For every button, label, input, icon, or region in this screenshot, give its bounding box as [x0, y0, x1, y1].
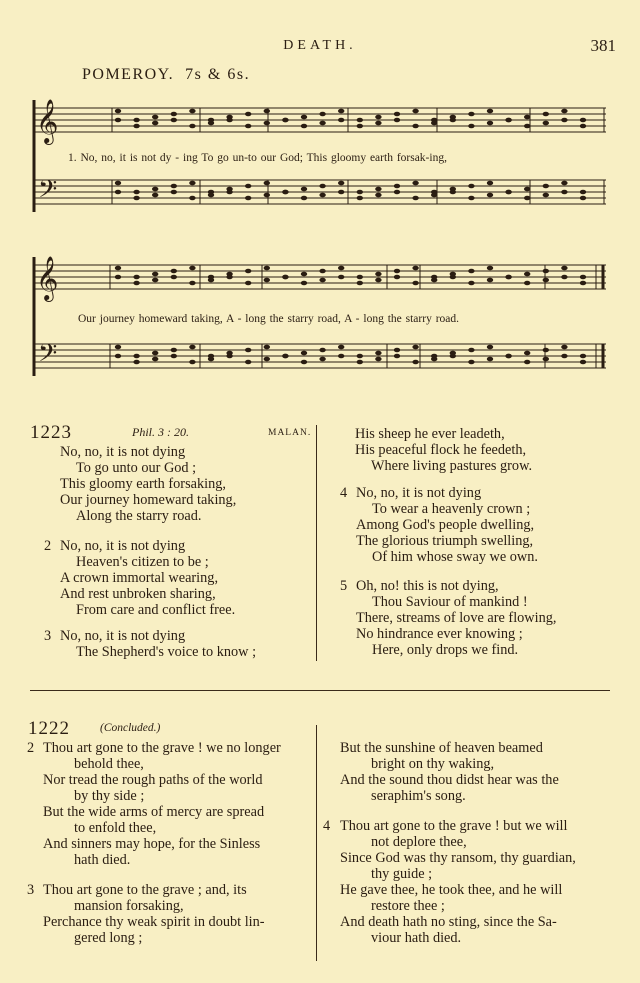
note-head — [412, 281, 418, 286]
note-head — [189, 181, 195, 186]
note-head — [245, 281, 251, 286]
hymn-1222-verse-2 — [43, 740, 281, 868]
note-head — [580, 281, 586, 286]
note-head — [412, 345, 418, 350]
note-head — [468, 348, 474, 353]
verse-line: mansion forsaking, — [74, 898, 184, 914]
note-head — [580, 190, 586, 195]
note-head — [208, 121, 214, 126]
note-head — [543, 184, 549, 189]
note-head — [189, 196, 195, 201]
note-head — [115, 118, 121, 123]
note-head — [115, 345, 121, 350]
note-head — [487, 345, 493, 350]
note-head — [338, 345, 344, 350]
note-head — [357, 360, 363, 365]
verse-number: 5 — [340, 578, 348, 594]
note-head — [450, 354, 456, 359]
note-head — [264, 181, 270, 186]
verse-line: Heaven's citizen to be ; — [76, 554, 209, 570]
verse-line: Where living pastures grow. — [371, 458, 533, 474]
note-head — [133, 281, 139, 286]
note-head — [375, 357, 381, 362]
note-head — [524, 272, 530, 277]
note-head — [171, 118, 177, 123]
note-head — [580, 118, 586, 123]
note-head — [524, 115, 530, 120]
note-head — [208, 278, 214, 283]
note-head — [412, 360, 418, 365]
note-head — [543, 193, 549, 198]
note-head — [282, 275, 288, 280]
note-head — [394, 354, 400, 359]
note-head — [208, 193, 214, 198]
note-head — [133, 190, 139, 195]
note-head — [282, 190, 288, 195]
note-head — [487, 266, 493, 271]
verse-line: Our journey homeward taking, — [60, 492, 237, 508]
note-head — [115, 109, 121, 114]
note-head — [580, 196, 586, 201]
note-head — [189, 360, 195, 365]
verse-line: No, no, it is not dying — [60, 444, 186, 460]
note-head — [543, 278, 549, 283]
note-head — [319, 184, 325, 189]
verse-line: And sinners may hope, for the Sinless — [43, 836, 261, 852]
note-head — [468, 281, 474, 286]
bass-clef-icon: 𝄢 — [38, 339, 58, 374]
note-head — [487, 193, 493, 198]
note-head — [487, 357, 493, 362]
note-head — [357, 275, 363, 280]
note-head — [133, 360, 139, 365]
note-head — [319, 193, 325, 198]
verse-line: Of him whose sway we own. — [372, 549, 538, 565]
note-head — [561, 190, 567, 195]
note-head — [152, 357, 158, 362]
verse-line: behold thee, — [74, 756, 144, 772]
verse-line: to enfold thee, — [74, 820, 157, 836]
note-head — [301, 272, 307, 277]
note-head — [561, 181, 567, 186]
verse-line: To go unto our God ; — [76, 460, 197, 476]
music-lyrics-line-1: 1. No, no, it is not dy - ing To go un-to our God; This gloomy earth forsak-ing, — [68, 152, 447, 164]
verse-number: 3 — [27, 882, 35, 898]
note-head — [171, 269, 177, 274]
note-head — [357, 281, 363, 286]
verse-number: 4 — [340, 485, 348, 501]
note-head — [375, 187, 381, 192]
verse-line: A crown immortal wearing, — [60, 570, 219, 586]
note-head — [282, 118, 288, 123]
note-head — [357, 118, 363, 123]
verse-line: Along the starry road. — [76, 508, 202, 524]
note-head — [152, 193, 158, 198]
hymn-1223-verse-1 — [60, 444, 236, 524]
verse-line: There, streams of love are flowing, — [356, 610, 557, 626]
verse-line: not deplore thee, — [371, 834, 467, 850]
note-head — [264, 266, 270, 271]
note-head — [580, 275, 586, 280]
note-head — [152, 121, 158, 126]
note-head — [505, 275, 511, 280]
note-head — [245, 360, 251, 365]
note-head — [524, 351, 530, 356]
verse-line: restore thee ; — [371, 898, 445, 914]
note-head — [171, 348, 177, 353]
scripture-reference: Phil. 3 : 20. — [132, 425, 189, 439]
note-head — [264, 121, 270, 126]
note-head — [152, 351, 158, 356]
verse-line: The glorious triumph swelling, — [356, 533, 534, 549]
note-head — [543, 121, 549, 126]
note-head — [301, 124, 307, 129]
note-head — [561, 109, 567, 114]
note-head — [319, 357, 325, 362]
note-head — [468, 360, 474, 365]
section-divider — [30, 690, 610, 691]
verse-line: No, no, it is not dying — [60, 628, 186, 644]
note-head — [338, 181, 344, 186]
note-head — [412, 196, 418, 201]
bass-clef-icon: 𝄢 — [38, 175, 58, 210]
note-head — [301, 187, 307, 192]
note-head — [487, 278, 493, 283]
verse-line: Thou Saviour of mankind ! — [372, 594, 528, 610]
note-head — [319, 112, 325, 117]
note-head — [431, 121, 437, 126]
note-head — [171, 275, 177, 280]
note-head — [245, 184, 251, 189]
note-head — [468, 196, 474, 201]
note-head — [189, 124, 195, 129]
note-head — [375, 115, 381, 120]
note-head — [561, 345, 567, 350]
hymn-1222-verse-4 — [340, 818, 576, 946]
note-head — [301, 115, 307, 120]
music-lyrics-line-2: Our journey homeward taking, A - long the starry road, A - long the starry road. — [78, 313, 460, 325]
verse-line: The Shepherd's voice to know ; — [76, 644, 257, 660]
note-head — [115, 181, 121, 186]
treble-clef-icon: 𝄞 — [36, 256, 59, 300]
verse-line: bright on thy waking, — [371, 756, 495, 772]
note-head — [357, 354, 363, 359]
note-head — [394, 348, 400, 353]
note-head — [561, 266, 567, 271]
note-head — [431, 193, 437, 198]
note-head — [171, 112, 177, 117]
verse-number: 2 — [44, 538, 52, 554]
note-head — [115, 190, 121, 195]
note-head — [580, 354, 586, 359]
note-head — [115, 266, 121, 271]
note-head — [431, 357, 437, 362]
verse-line: This gloomy earth forsaking, — [60, 476, 226, 492]
note-head — [338, 118, 344, 123]
note-head — [431, 278, 437, 283]
note-head — [245, 348, 251, 353]
note-head — [264, 193, 270, 198]
verse-line: thy guide ; — [371, 866, 433, 882]
note-head — [450, 275, 456, 280]
music-score — [0, 0, 640, 400]
note-head — [394, 275, 400, 280]
verse-line: But the wide arms of mercy are spread — [43, 804, 265, 820]
hymn-1222-verse-3-cont — [340, 740, 559, 804]
note-head — [561, 354, 567, 359]
note-head — [580, 124, 586, 129]
note-head — [319, 269, 325, 274]
note-head — [580, 360, 586, 365]
note-head — [338, 354, 344, 359]
note-head — [524, 196, 530, 201]
note-head — [375, 272, 381, 277]
note-head — [524, 124, 530, 129]
verse-line: Thou art gone to the grave ! but we will — [340, 818, 568, 834]
note-head — [487, 181, 493, 186]
hymn-1223-verse-4 — [356, 485, 538, 565]
note-head — [319, 278, 325, 283]
note-head — [133, 118, 139, 123]
note-head — [171, 354, 177, 359]
note-head — [561, 275, 567, 280]
note-head — [208, 357, 214, 362]
verse-number: 3 — [44, 628, 52, 644]
note-head — [115, 354, 121, 359]
hymn-author: MALAN. — [268, 428, 312, 438]
note-head — [245, 112, 251, 117]
hymn-number: 1223 — [30, 422, 72, 443]
note-head — [301, 360, 307, 365]
note-head — [264, 345, 270, 350]
note-head — [133, 124, 139, 129]
verse-line: Among God's people dwelling, — [356, 517, 535, 533]
verse-line: And rest unbroken sharing, — [60, 586, 216, 602]
note-head — [133, 196, 139, 201]
note-head — [375, 278, 381, 283]
note-head — [394, 190, 400, 195]
note-head — [245, 124, 251, 129]
note-head — [152, 187, 158, 192]
tune-meter: 7s & 6s. — [185, 66, 251, 83]
verse-line: His sheep he ever leadeth, — [355, 426, 505, 442]
verse-line: And death hath no sting, since the Sa- — [340, 914, 557, 930]
note-head — [375, 121, 381, 126]
note-head — [394, 118, 400, 123]
note-head — [468, 112, 474, 117]
note-head — [524, 281, 530, 286]
note-head — [301, 196, 307, 201]
note-head — [319, 348, 325, 353]
note-head — [543, 269, 549, 274]
note-heads — [115, 109, 586, 365]
note-head — [543, 348, 549, 353]
note-head — [394, 184, 400, 189]
page-number: 381 — [590, 36, 616, 55]
note-head — [468, 124, 474, 129]
note-head — [450, 118, 456, 123]
note-head — [357, 124, 363, 129]
note-head — [357, 190, 363, 195]
note-head — [301, 351, 307, 356]
note-head — [264, 109, 270, 114]
note-head — [375, 193, 381, 198]
verse-line: hath died. — [74, 852, 131, 868]
note-head — [524, 360, 530, 365]
note-head — [264, 278, 270, 283]
note-head — [543, 357, 549, 362]
note-head — [412, 109, 418, 114]
verse-line: gered long ; — [74, 930, 143, 946]
note-head — [505, 354, 511, 359]
note-head — [189, 281, 195, 286]
note-head — [282, 354, 288, 359]
note-head — [152, 272, 158, 277]
verse-line: His peaceful flock he feedeth, — [355, 442, 527, 458]
verse-line: Here, only drops we find. — [372, 642, 519, 658]
note-head — [226, 118, 232, 123]
note-head — [338, 190, 344, 195]
verse-line: But the sunshine of heaven beamed — [340, 740, 543, 756]
continuation-note: (Concluded.) — [100, 722, 161, 734]
page-header-title: DEATH. — [283, 38, 357, 53]
verse-line: Thou art gone to the grave ; and, its — [43, 882, 247, 898]
note-head — [245, 269, 251, 274]
verse-line: Perchance thy weak spirit in doubt lin- — [43, 914, 265, 930]
verse-line: Oh, no! this is not dying, — [356, 578, 499, 594]
note-head — [543, 112, 549, 117]
note-head — [189, 109, 195, 114]
note-head — [319, 121, 325, 126]
verse-line: by thy side ; — [74, 788, 145, 804]
note-head — [375, 351, 381, 356]
verse-line: No hindrance ever knowing ; — [356, 626, 523, 642]
hymn-1222-verse-3 — [43, 882, 265, 946]
verse-line: Thou art gone to the grave ! we no longer — [43, 740, 281, 756]
hymn-1223-verse-3-cont — [355, 426, 532, 474]
verse-number: 4 — [323, 818, 331, 834]
note-head — [189, 345, 195, 350]
verse-line: viour hath died. — [371, 930, 462, 946]
note-head — [505, 190, 511, 195]
note-head — [412, 124, 418, 129]
tune-name: POMEROY. — [82, 66, 175, 83]
note-head — [115, 275, 121, 280]
note-head — [487, 121, 493, 126]
note-head — [264, 357, 270, 362]
note-head — [394, 269, 400, 274]
note-head — [226, 190, 232, 195]
note-head — [505, 118, 511, 123]
note-head — [524, 187, 530, 192]
verse-number: 2 — [27, 740, 35, 756]
verse-line: seraphim's song. — [371, 788, 466, 804]
note-head — [189, 266, 195, 271]
verse-line: And the sound thou didst hear was the — [340, 772, 559, 788]
hymn-1223-verse-5 — [356, 578, 556, 658]
note-head — [338, 266, 344, 271]
hymn-1223-verse-3 — [60, 628, 256, 660]
note-head — [245, 196, 251, 201]
note-head — [487, 109, 493, 114]
note-head — [301, 281, 307, 286]
note-head — [412, 181, 418, 186]
note-head — [450, 190, 456, 195]
verse-line: He gave thee, he took thee, and he will — [340, 882, 563, 898]
note-head — [226, 354, 232, 359]
treble-clef-icon: 𝄞 — [36, 99, 59, 143]
note-head — [133, 354, 139, 359]
verse-line: To wear a heavenly crown ; — [372, 501, 531, 517]
verse-line: From care and conflict free. — [76, 602, 236, 618]
verse-line: Nor tread the rough paths of the world — [43, 772, 263, 788]
note-head — [338, 275, 344, 280]
note-head — [338, 109, 344, 114]
note-head — [171, 184, 177, 189]
hymn-1223-verse-2 — [60, 538, 235, 618]
column-divider — [316, 425, 317, 661]
column-divider — [316, 725, 317, 961]
note-head — [394, 112, 400, 117]
note-head — [468, 269, 474, 274]
note-head — [561, 118, 567, 123]
note-head — [412, 266, 418, 271]
note-head — [226, 275, 232, 280]
note-head — [133, 275, 139, 280]
note-head — [152, 115, 158, 120]
hymn-number: 1222 — [28, 718, 70, 739]
verse-line: No, no, it is not dying — [356, 485, 482, 501]
verse-line: Since God was thy ransom, thy guardian, — [340, 850, 576, 866]
note-head — [357, 196, 363, 201]
note-head — [152, 278, 158, 283]
note-head — [468, 184, 474, 189]
note-head — [171, 190, 177, 195]
verse-line: No, no, it is not dying — [60, 538, 186, 554]
